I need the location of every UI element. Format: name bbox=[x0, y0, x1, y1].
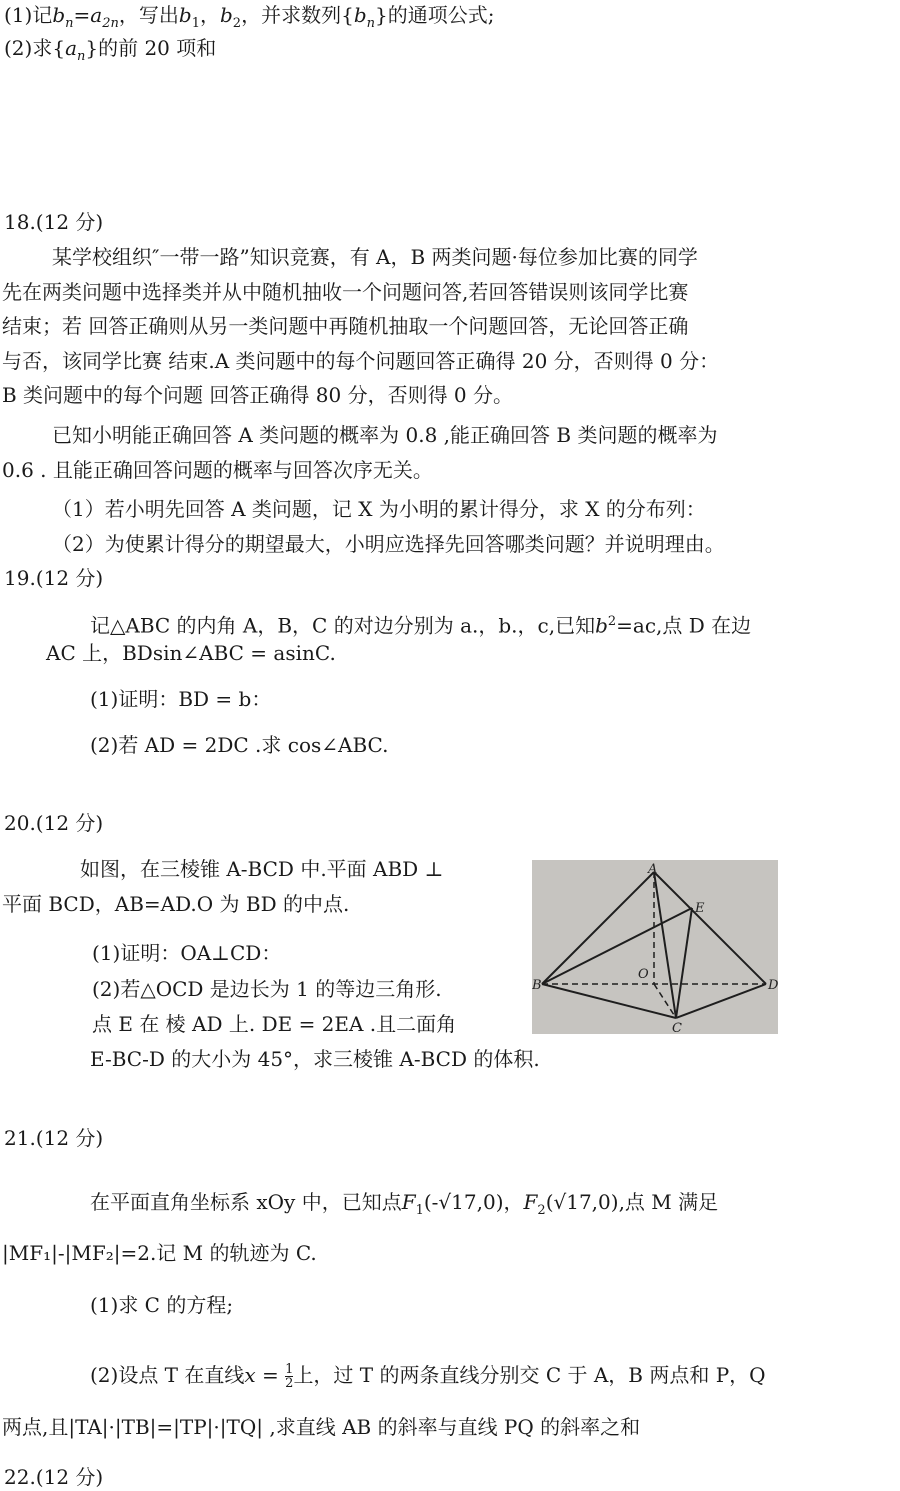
label-E: E bbox=[695, 901, 705, 916]
q18-line-3: 结束；若 回答正确则从另一类问题中再随机抽取一个问题回答，无论回答正确 bbox=[2, 314, 689, 338]
q18-line-6: 已知小明能正确回答 A 类问题的概率为 0.8 ,能正确回答 B 类问题的概率为 bbox=[52, 423, 718, 447]
q20-line-1: 如图，在三棱锥 A-BCD 中.平面 ABD ⊥ bbox=[80, 857, 444, 881]
q18-subq-1: （1）若小明先回答 A 类问题，记 X 为小明的累计得分，求 X 的分布列： bbox=[52, 497, 706, 521]
q20-header: 20.(12 分) bbox=[4, 811, 104, 835]
q17-part2: (2)求$\{a_n\}$的前 20 项和 bbox=[4, 36, 217, 64]
q21-subq-2: (2)设点 T 在直线x = $\frac{1}{2}$ 上，过 T 的两条直线分别交 C 于 A，B 两点和 P，Q bbox=[90, 1362, 766, 1391]
q17-part1: (1)记$b_n=a_{2n}$，写出$b_1$，$b_2$，并求数列$\{b_n\}$的通项公式; bbox=[4, 3, 495, 31]
q21-line-2: |MF₁|-|MF₂|=2.记 M 的轨迹为 C. bbox=[2, 1241, 317, 1265]
q18-header: 18.(12 分) bbox=[4, 210, 104, 234]
tetrahedron-figure bbox=[532, 860, 778, 1034]
q20-subq-2: (2)若△OCD 是边长为 1 的等边三角形. bbox=[92, 977, 442, 1001]
q18-line-5: B 类问题中的每个问题 回答正确得 80 分，否则得 0 分。 bbox=[2, 383, 514, 407]
q19-subq-2: (2)若 AD = 2DC .求 cos∠ABC. bbox=[90, 733, 389, 757]
label-O: O bbox=[638, 967, 649, 982]
q18-line-7: 0.6 . 且能正确回答问题的概率与回答次序无关。 bbox=[2, 458, 433, 482]
tetrahedron-diagram bbox=[532, 860, 778, 1034]
q22-header: 22.(12 分) bbox=[4, 1465, 104, 1489]
q19-line-2: AC 上，BDsin∠ABC = asinC. bbox=[46, 641, 336, 665]
q18-subq-2: （2）为使累计得分的期望最大，小明应选择先回答哪类问题？并说明理由。 bbox=[52, 532, 725, 556]
q20-line-2: 平面 BCD，AB=AD.O 为 BD 的中点. bbox=[2, 892, 350, 916]
q21-subq-1: (1)求 C 的方程; bbox=[90, 1293, 234, 1317]
q19-subq-1: (1)证明：BD = b： bbox=[90, 687, 272, 711]
label-A: A bbox=[648, 862, 658, 877]
label-D: D bbox=[768, 978, 778, 993]
q18-line-2: 先在两类问题中选择类并从中随机抽收一个问题问答,若回答错误则该同学比赛 bbox=[2, 280, 689, 304]
q21-line-1: 在平面直角坐标系 xOy 中，已知点$F_1(-√17,0)$，$F_2(√17,0)$,点 M 满足 bbox=[90, 1190, 719, 1218]
q20-line-5: 点 E 在 棱 AD 上. DE = 2EA .且二面角 bbox=[92, 1012, 457, 1036]
q20-subq-1: (1)证明：OA⊥CD： bbox=[92, 941, 282, 965]
label-C: C bbox=[672, 1021, 682, 1034]
q19-header: 19.(12 分) bbox=[4, 566, 104, 590]
q19-line-1: 记△ABC 的内角 A，B，C 的对边分别为 a.，b.，c,已知$b^2=ac$,点 D 在边 bbox=[90, 613, 752, 638]
q18-line-4: 与否，该同学比赛 结束.A 类问题中的每个问题回答正确得 20 分，否则得 0 分： bbox=[2, 349, 720, 373]
q18-line-1: 某学校组织″一带一路”知识竞赛，有 A，B 两类问题·每位参加比赛的同学 bbox=[52, 245, 698, 269]
q21-line-5: 两点,且|TA|·|TB|=|TP|·|TQ| ,求直线 AB 的斜率与直线 PQ 的斜率之和 bbox=[2, 1415, 641, 1439]
q20-line-6: E-BC-D 的大小为 45°，求三棱锥 A-BCD 的体积. bbox=[90, 1047, 540, 1071]
label-B: B bbox=[532, 978, 542, 993]
q21-header: 21.(12 分) bbox=[4, 1126, 104, 1150]
